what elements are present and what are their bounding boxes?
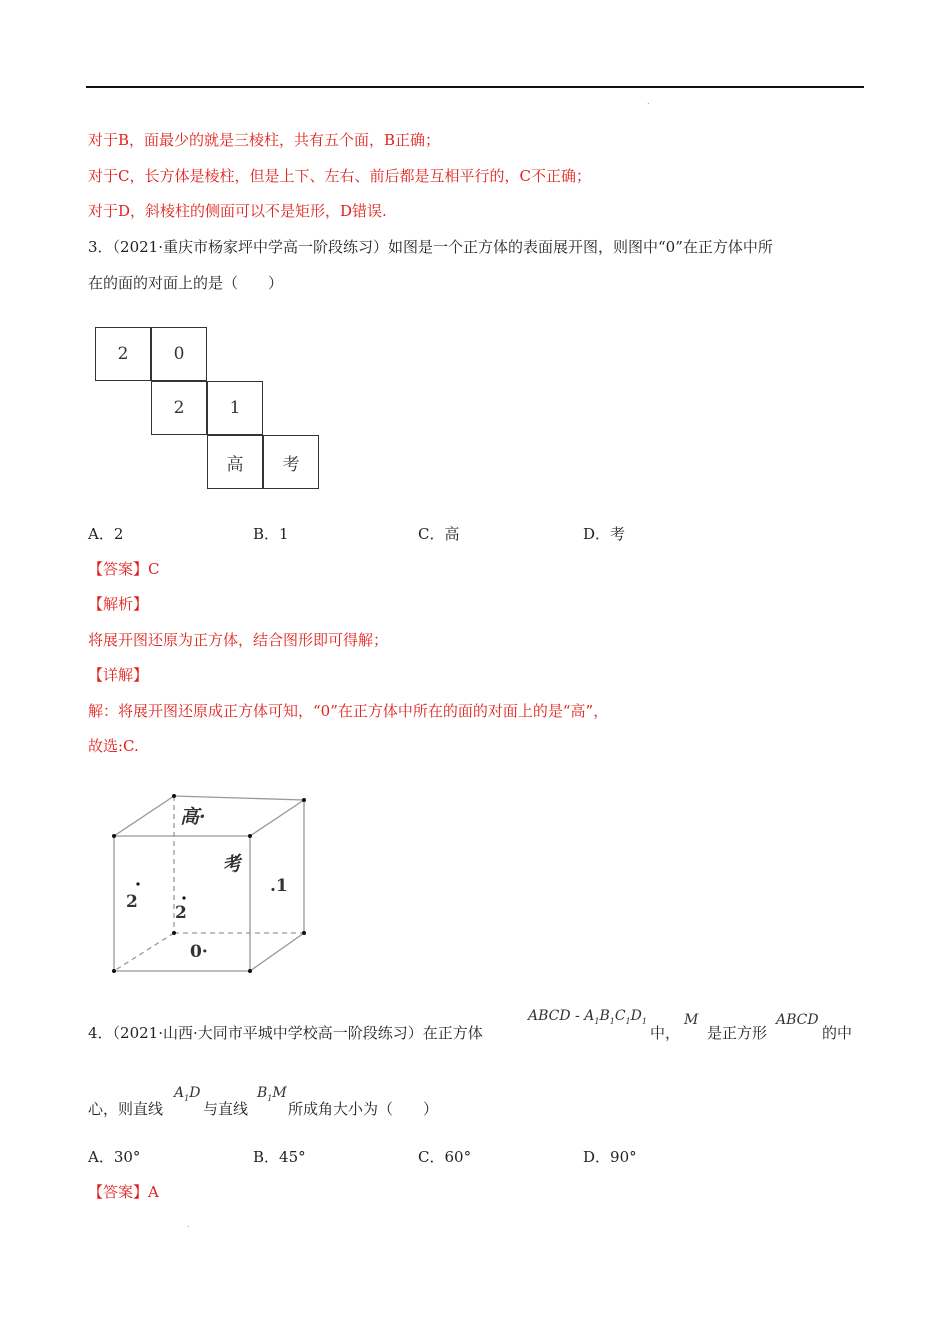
q3-answer: 【答案】C [88, 560, 160, 578]
sub: 1 [184, 1093, 190, 1103]
q4-cube-name-main: ABCD - A [528, 1008, 595, 1024]
q4-bm-b: B [257, 1085, 268, 1101]
solution-line-b: 对于B，面最少的就是三棱柱，共有五个面，B正确； [88, 131, 441, 149]
q4-mid3: 的中 [822, 1024, 853, 1042]
q4-bm-m: M [272, 1085, 287, 1101]
net-cell: 高 [207, 435, 263, 489]
sub: 1 [594, 1016, 600, 1026]
header-dot: . [647, 97, 650, 106]
sub: 1 [267, 1093, 273, 1103]
q4-cube-b: B [599, 1008, 610, 1024]
solution-line-c: 对于C，长方体是棱柱，但是上下、左右、前后都是互相平行的，C不正确； [88, 167, 591, 185]
choice-c: C．高 [418, 525, 460, 543]
q4-line-ad [174, 1085, 200, 1103]
choice-d: D．90° [583, 1148, 637, 1166]
net-cell: 1 [207, 381, 263, 435]
solution-line-d: 对于D，斜棱柱的侧面可以不是矩形，D错误. [88, 202, 387, 220]
choice-a: A．2 [88, 525, 124, 543]
choice-c: C．60° [418, 1148, 472, 1166]
q4-cube-d: D [630, 1008, 642, 1024]
footer-dot: . [187, 1220, 190, 1229]
q4-mid1: 中， [650, 1024, 681, 1042]
choice-d: D．考 [583, 525, 626, 543]
cube-label-bottom: 0· [190, 942, 208, 962]
header-rule [86, 86, 864, 88]
q3-detail-label: 【详解】 [88, 666, 149, 684]
q3-detail-text: 解：将展开图还原成正方体可知，“0”在正方体中所在的面的对面上的是“高”， [88, 702, 609, 720]
sub: 1 [625, 1016, 631, 1026]
q4-cube-c: C [614, 1008, 626, 1024]
q4-ad-d: D [189, 1085, 201, 1101]
q4-square: ABCD [776, 1012, 819, 1028]
q4-line-bm [257, 1085, 287, 1103]
net-cell: 2 [95, 327, 151, 381]
q4-m-label: M [684, 1012, 699, 1028]
net-cell: 考 [263, 435, 319, 489]
cube-label-top: 高· [180, 806, 206, 828]
q4-line2-a: 心，则直线 [88, 1100, 164, 1118]
q4-ad-a: A [174, 1085, 185, 1101]
cube-net-figure [95, 327, 320, 493]
cube-label-right: .1 [270, 876, 288, 896]
choice-a: A．30° [88, 1148, 141, 1166]
cube-label-left: 2 [126, 892, 138, 912]
q4-line2-b: 与直线 [203, 1100, 249, 1118]
q3-analysis-text: 将展开图还原为正方体，结合图形即可得解； [88, 631, 389, 649]
q4-answer: 【答案】A [88, 1183, 159, 1201]
q4-mid2: 是正方形 [707, 1024, 768, 1042]
cube-label-back-left: 2 [175, 903, 187, 923]
net-cell: 0 [151, 327, 207, 381]
choice-b: B．1 [253, 525, 289, 543]
q4-line2-c: 所成角大小为（ ） [288, 1100, 439, 1118]
q3-analysis-label: 【解析】 [88, 595, 149, 613]
cube-drawing [104, 788, 324, 980]
sub: 1 [641, 1016, 647, 1026]
q4-cube-name [528, 1008, 647, 1026]
q3-text-line2: 在的面的对面上的是（ ） [88, 274, 284, 292]
q3-conclusion: 故选:C. [88, 737, 139, 755]
cube-figure [104, 788, 324, 980]
net-cell: 2 [151, 381, 207, 435]
q4-prefix: 4．（2021·山西·大同市平城中学校高一阶段练习）在正方体 [88, 1024, 483, 1042]
sub: 1 [609, 1016, 615, 1026]
choice-b: B．45° [253, 1148, 306, 1166]
q3-choices [88, 523, 848, 543]
q3-text-line1: 3．（2021·重庆市杨家坪中学高一阶段练习）如图是一个正方体的表面展开图，则图中“0”在正方体中所 [88, 238, 773, 256]
cube-label-right-front: 考 [220, 852, 244, 878]
q4-choices [88, 1146, 848, 1166]
